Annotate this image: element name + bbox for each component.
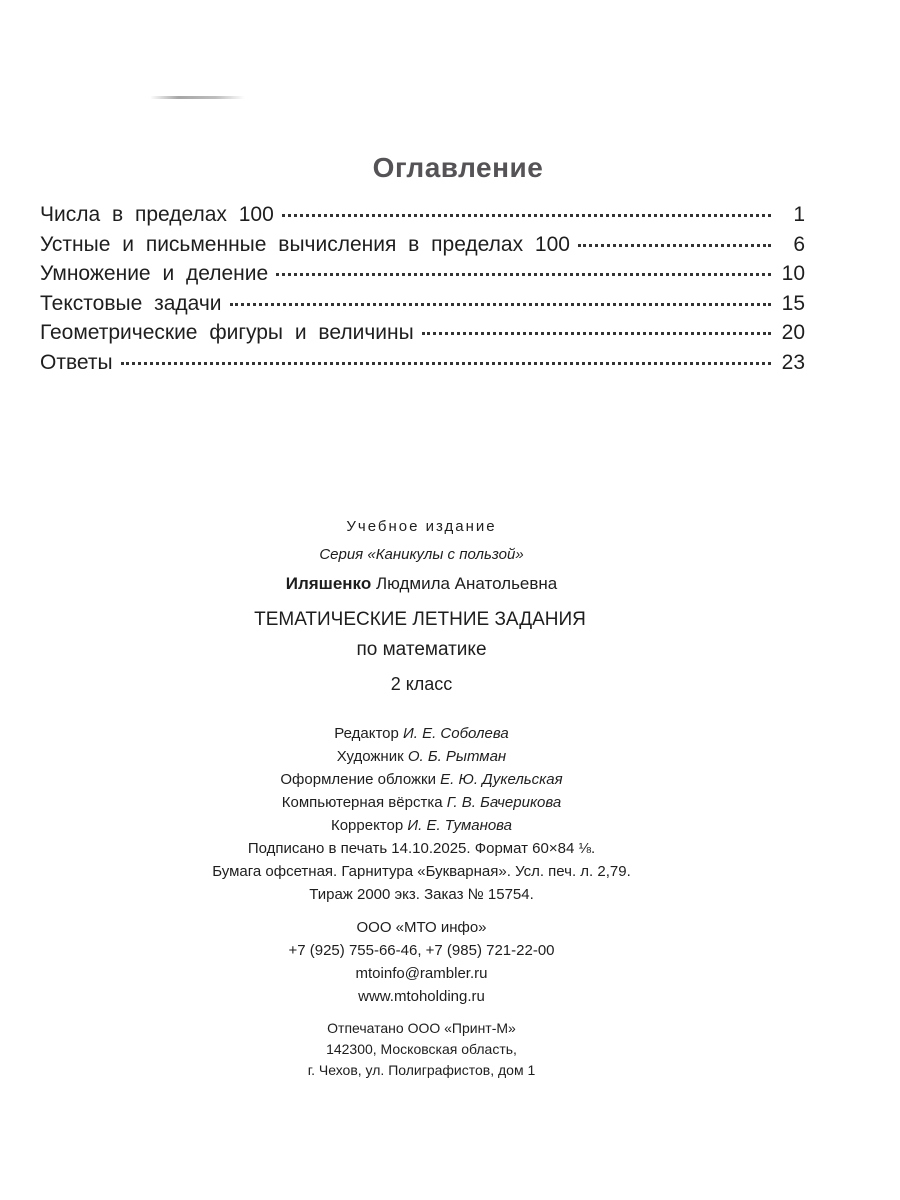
print-info-line: Бумага офсетная. Гарнитура «Букварная». Усл. печ. л. 2,79.: [212, 863, 631, 880]
print-info-line: Подписано в печать 14.10.2025. Формат 60×84 ⅛.: [247, 840, 596, 857]
toc-row: [40, 289, 805, 319]
credit-proofreader: [0, 817, 843, 834]
toc-item-label: Числа в пределах 100: [40, 203, 274, 226]
table-of-contents: [40, 200, 805, 377]
toc-item-label: Геометрические фигуры и величины: [40, 321, 414, 344]
credit-person: Е. Ю. Дукельская: [440, 771, 563, 788]
toc-item-label: Текстовые задачи: [40, 291, 222, 315]
author-name: Людмила Анатольевна: [371, 574, 558, 593]
toc-item-page: 15: [781, 291, 805, 315]
grade-label: 2 класс: [390, 674, 453, 694]
toc-item-label: Ответы: [40, 350, 113, 374]
toc-leader-dots: [276, 273, 771, 276]
credit-role: Художник: [336, 748, 408, 765]
book-title: ТЕМАТИЧЕСКИЕ ЛЕТНИЕ ЗАДАНИЯ: [254, 609, 586, 630]
credit-person: И. Е. Соболева: [403, 725, 509, 742]
print-info-line: Тираж 2000 экз. Заказ № 15754.: [309, 886, 534, 903]
scan-smudge: [150, 96, 245, 99]
printer-name: Отпечатано ООО «Принт-М»: [327, 1020, 516, 1036]
publisher-email: mtoinfo@rambler.ru: [355, 965, 488, 982]
credit-artist: [0, 748, 843, 765]
publisher-name: ООО «МТО инфо»: [356, 919, 487, 936]
toc-row: [40, 230, 805, 260]
credit-editor: [0, 725, 843, 742]
toc-leader-dots: [121, 362, 771, 365]
toc-item-page: 6: [793, 232, 805, 256]
credit-role: Редактор: [334, 725, 404, 742]
toc-item-label: Умножение и деление: [40, 262, 269, 285]
toc-item-page: 20: [781, 321, 805, 344]
publisher-phones: +7 (925) 755-66-46, +7 (985) 721-22-00: [288, 942, 555, 959]
credit-role: Оформление обложки: [280, 771, 441, 788]
toc-row: [40, 259, 805, 289]
credit-layout: [0, 794, 843, 811]
author-surname: Иляшенко: [285, 574, 372, 593]
credit-person: Г. В. Бачерикова: [446, 794, 562, 811]
credit-role: Компьютерная вёрстка: [281, 794, 447, 811]
toc-item-page: 10: [781, 262, 805, 285]
toc-leader-dots: [230, 303, 771, 306]
toc-row: [40, 200, 805, 230]
book-subject: по математике: [356, 639, 487, 660]
credit-role: Корректор: [330, 817, 408, 834]
toc-leader-dots: [578, 244, 771, 247]
toc-row: [40, 348, 805, 378]
author-line: [0, 574, 843, 594]
publisher-website: www.mtoholding.ru: [358, 988, 485, 1005]
credit-person: И. Е. Туманова: [407, 817, 513, 834]
edition-type: Учебное издание: [346, 518, 497, 535]
toc-leader-dots: [282, 214, 771, 217]
printer-address: 142300, Московская область,: [326, 1041, 517, 1057]
printer-street: г. Чехов, ул. Полиграфистов, дом 1: [307, 1062, 536, 1078]
toc-leader-dots: [422, 332, 771, 335]
series-name: Серия «Каникулы с пользой»: [319, 546, 524, 563]
toc-item-label: Устные и письменные вычисления в пределах 100: [40, 232, 570, 256]
toc-item-page: 23: [781, 350, 805, 374]
toc-item-page: 1: [793, 203, 805, 226]
credit-person: О. Б. Рытман: [407, 748, 507, 765]
credit-cover-design: [0, 771, 843, 788]
toc-row: [40, 318, 805, 348]
toc-title: Оглавление: [372, 152, 544, 183]
